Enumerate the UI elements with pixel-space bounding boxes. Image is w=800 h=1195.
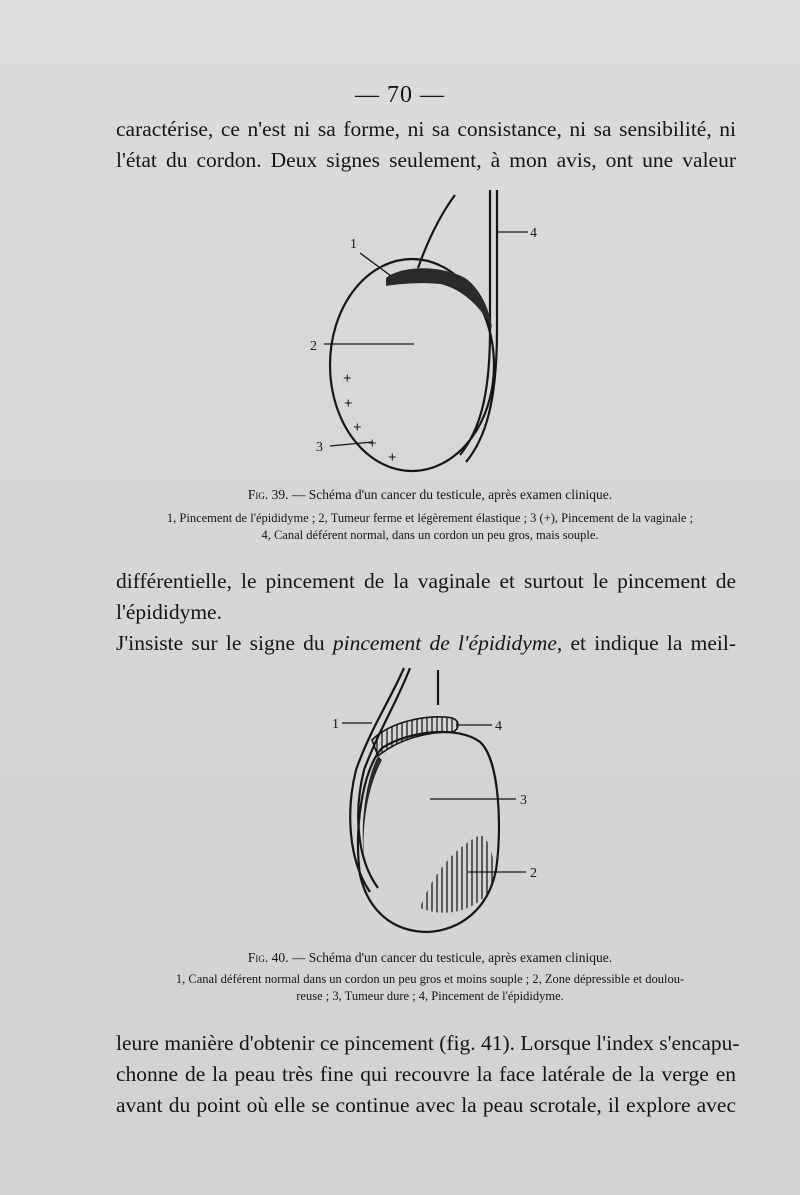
figure-legend-line: 1, Pincement de l'épididyme ; 2, Tumeur ferme et légèrement élastique ; 3 (+), Pincement de la vaginale ; [166,511,694,525]
leader-3 [330,442,372,446]
leader-1 [360,253,395,279]
figure-40-diagram [320,660,570,940]
text-line: avant du point où elle se continue avec la peau scrotale, il explore avec [116,1093,736,1117]
label-3: 3 [316,440,323,455]
paragraph-middle [116,566,736,659]
figure-legend-line: 1, Canal déférent normal dans un cordon un peu gros et moins souple ; 2, Zone dépressible et doulou- [175,972,685,986]
figure-39-caption [110,486,750,544]
vas-deferens-outer [460,190,490,455]
text-line: différentielle, le pincement de la vaginale et surtout le pincement de [116,569,736,593]
figure-title: Fig. 39. — Schéma d'un cancer du testicule, après examen clinique. [247,487,613,502]
label-1: 1 [332,717,339,732]
cord-line [418,195,455,268]
figure-40-caption [110,949,750,1005]
figure-legend-line: reuse ; 3, Tumeur dure ; 4, Pincement de l'épididyme. [296,989,564,1003]
label-2: 2 [530,866,537,881]
text-line: chonne de la peau très fine qui recouvre la face latérale de la verge en [116,1062,736,1086]
figure-legend-line: 4, Canal déférent normal, dans un cordon un peu gros, mais souple. [261,528,599,542]
text-line: J'insiste sur le signe du pincement de l'épididyme, et indique la meil- [116,631,736,655]
label-4: 4 [530,226,537,241]
page-number: — 70 — [355,82,445,108]
paragraph-top [116,114,736,176]
label-2: 2 [310,339,317,354]
plus-mark: + [353,420,362,436]
vaginal-band [363,756,382,860]
plus-mark: + [343,371,352,387]
text-line: caractérise, ce n'est ni sa forme, ni sa consistance, ni sa sensibilité, ni [116,117,736,141]
plus-mark: + [344,396,353,412]
text-line: l'état du cordon. Deux signes seulement, à mon avis, ont une valeur [116,148,736,172]
paragraph-bottom [116,1028,740,1121]
epididymis-hatched [386,268,492,328]
figure-title: Fig. 40. — Schéma d'un cancer du testicule, après examen clinique. [247,950,613,965]
plus-mark: + [388,450,397,466]
text-line: leure manière d'obtenir ce pincement (fig. 41). Lorsque l'index s'encapu- [116,1031,740,1055]
label-4: 4 [495,719,502,734]
figure-39-diagram [290,180,560,480]
plus-mark: + [368,436,377,452]
text-line: l'épididyme. [116,600,222,624]
label-3: 3 [520,793,527,808]
label-1: 1 [350,237,357,252]
